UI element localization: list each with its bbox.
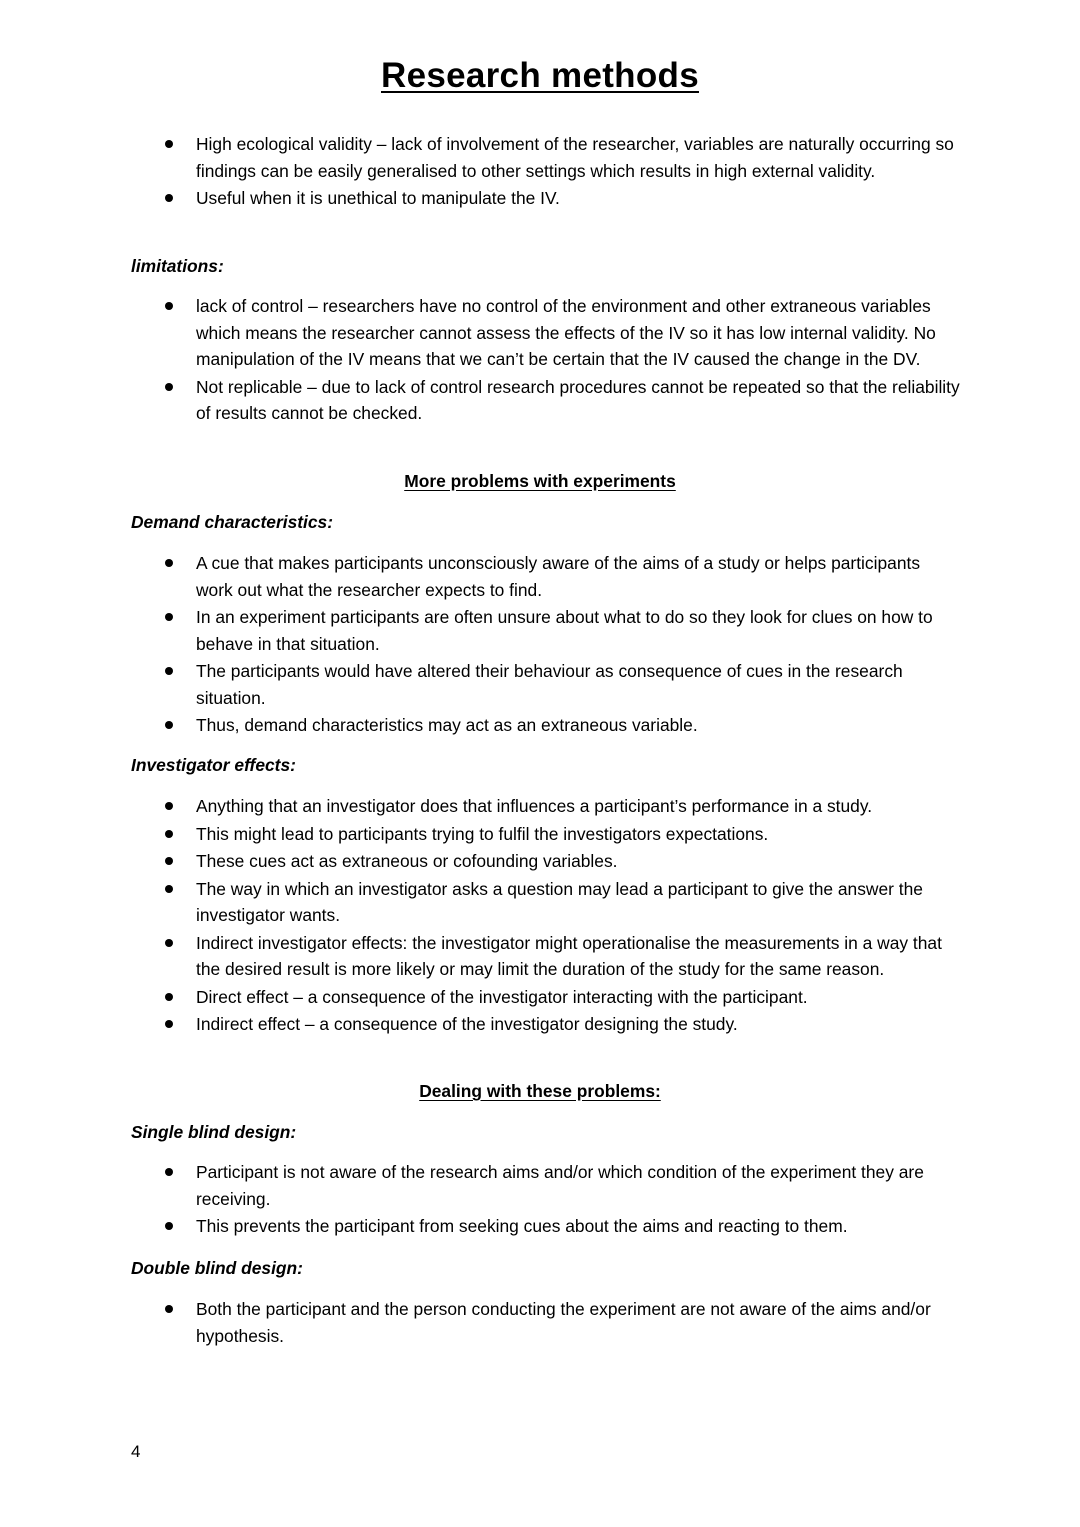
bullet-icon <box>165 993 173 1001</box>
bullet-icon <box>165 939 173 947</box>
bullet-icon <box>165 857 173 865</box>
list-item: Indirect effect – a consequence of the investigator designing the study. <box>0 1011 1080 1038</box>
bullet-icon <box>165 194 173 202</box>
list-item: Direct effect – a consequence of the investigator interacting with the participant. <box>0 984 1080 1011</box>
list-item: Not replicable – due to lack of control research procedures cannot be repeated so that the reliability of results cannot be checked. <box>0 374 1080 427</box>
bullet-icon <box>165 1222 173 1230</box>
bullet-icon <box>165 559 173 567</box>
strengths-section <box>0 131 1080 213</box>
list-item: Thus, demand characteristics may act as an extraneous variable. <box>0 712 1080 739</box>
demand-characteristics-heading: Demand characteristics: <box>131 512 334 532</box>
page-title: Research methods <box>381 56 699 95</box>
bullet-icon <box>165 885 173 893</box>
limitations-heading: limitations: <box>131 256 224 276</box>
bullet-icon <box>165 830 173 838</box>
double-blind-section <box>0 1296 1080 1350</box>
bullet-icon <box>165 1168 173 1176</box>
list-item: Participant is not aware of the research aims and/or which condition of the experiment they are receiving. <box>0 1159 1080 1212</box>
list-item: Useful when it is unethical to manipulate the IV. <box>0 185 1080 212</box>
demand-characteristics-section <box>0 550 1080 740</box>
bullet-icon <box>165 721 173 729</box>
page-number: 4 <box>131 1442 141 1461</box>
single-blind-heading: Single blind design: <box>131 1122 297 1142</box>
dealing-with-problems-heading: Dealing with these problems: <box>419 1081 661 1101</box>
bullet-icon <box>165 667 173 675</box>
bullet-icon <box>165 613 173 621</box>
list-item: The participants would have altered their behaviour as consequence of cues in the research situation. <box>0 658 1080 711</box>
list-item: This prevents the participant from seeking cues about the aims and reacting to them. <box>0 1213 1080 1240</box>
list-item: Both the participant and the person conducting the experiment are not aware of the aims and/or hypothesis. <box>0 1296 1080 1349</box>
double-blind-heading: Double blind design: <box>131 1258 303 1278</box>
bullet-icon <box>165 383 173 391</box>
investigator-effects-section <box>0 793 1080 1039</box>
investigator-effects-list <box>0 793 1080 1038</box>
strengths-list <box>0 131 1080 212</box>
list-item: Indirect investigator effects: the investigator might operationalise the measurements in a way that the desired result is more likely or may limit the duration of the study for the same reason. <box>0 930 1080 983</box>
investigator-effects-heading: Investigator effects: <box>131 755 296 775</box>
limitations-list <box>0 293 1080 427</box>
double-blind-list <box>0 1296 1080 1349</box>
list-item: lack of control – researchers have no control of the environment and other extraneous variables which means the researcher cannot assess the effects of the IV so it has low internal validity. No manipulation of the IV means that we can’t be certain that the IV caused the change in the DV. <box>0 293 1080 373</box>
list-item: These cues act as extraneous or cofounding variables. <box>0 848 1080 875</box>
bullet-icon <box>165 802 173 810</box>
list-item: High ecological validity – lack of involvement of the researcher, variables are naturally occurring so findings can be easily generalised to other settings which results in high external validity. <box>0 131 1080 184</box>
single-blind-list <box>0 1159 1080 1240</box>
list-item: In an experiment participants are often unsure about what to do so they look for clues on how to behave in that situation. <box>0 604 1080 657</box>
list-item: The way in which an investigator asks a question may lead a participant to give the answer the investigator wants. <box>0 876 1080 929</box>
list-item: A cue that makes participants unconsciously aware of the aims of a study or helps participants work out what the researcher expects to find. <box>0 550 1080 603</box>
single-blind-section <box>0 1159 1080 1241</box>
more-problems-heading: More problems with experiments <box>404 471 676 491</box>
bullet-icon <box>165 1020 173 1028</box>
limitations-section <box>0 293 1080 428</box>
list-item: This might lead to participants trying to fulfil the investigators expectations. <box>0 821 1080 848</box>
bullet-icon <box>165 1305 173 1313</box>
list-item: Anything that an investigator does that influences a participant’s performance in a study. <box>0 793 1080 820</box>
bullet-icon <box>165 140 173 148</box>
bullet-icon <box>165 302 173 310</box>
demand-characteristics-list <box>0 550 1080 739</box>
